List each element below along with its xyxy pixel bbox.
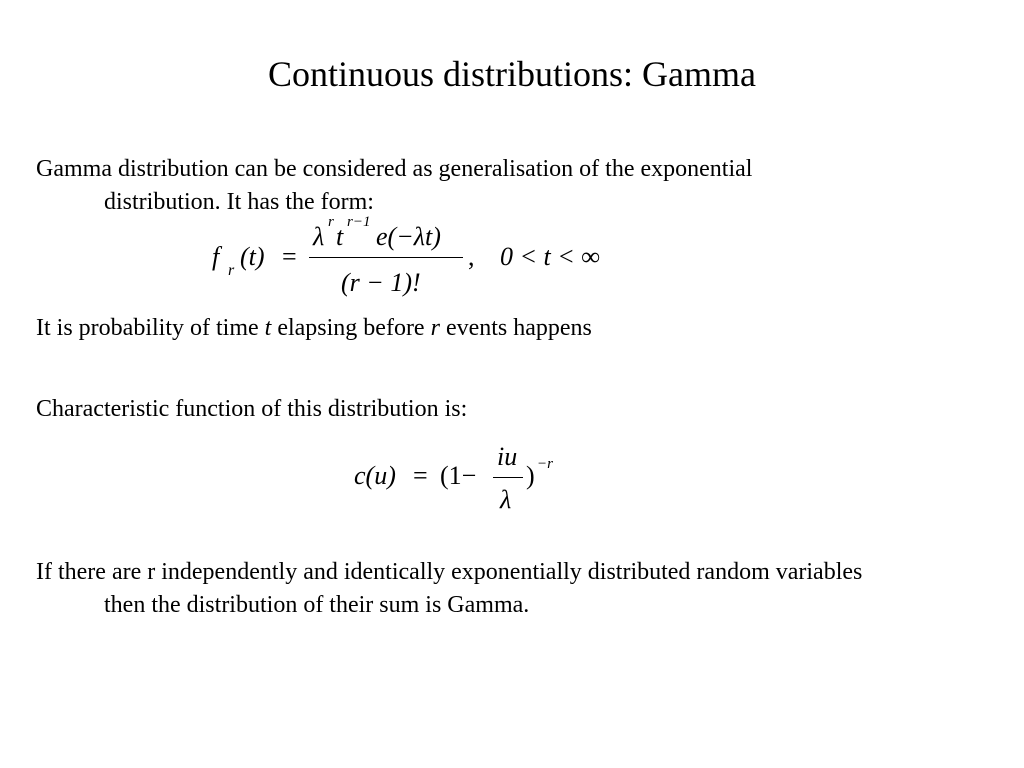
formula-comma: , (468, 242, 475, 271)
interp-r: r (430, 315, 440, 341)
cf-sup: −r (537, 456, 553, 472)
numer-exp: e(−λt) (376, 222, 441, 251)
sum-line-1: If there are r independently and identically exponentially distributed random variables (36, 559, 863, 585)
cf-lhs: c(u) (354, 461, 396, 490)
intro-line-1: Gamma distribution can be considered as generalisation of the exponential (36, 156, 753, 182)
interp-post: events happens (439, 315, 592, 341)
interpretation-paragraph (36, 312, 1016, 345)
cf-equals: = (413, 461, 428, 490)
sum-paragraph (36, 556, 1016, 622)
formula-arg: (t) (240, 242, 265, 271)
interp-t: t (264, 315, 272, 341)
numer-t: t (336, 222, 344, 251)
cf-denom: λ (500, 485, 512, 514)
cf-open: (1− (440, 461, 477, 490)
formula-sub-r: r (228, 262, 235, 279)
sum-line-2: then the distribution of their sum is Gamma. (104, 592, 530, 618)
denom: (r − 1)! (341, 268, 421, 297)
cf-numer: iu (497, 442, 518, 471)
numer-sup-r: r (328, 214, 334, 230)
formula-equals: = (282, 242, 297, 271)
char-function-paragraph (36, 393, 1016, 426)
slide-title: Continuous distributions: Gamma (267, 54, 756, 94)
char-function-text: Characteristic function of this distribution is: (36, 396, 468, 422)
interp-mid: elapsing before (271, 315, 431, 341)
formula-f: f (212, 242, 220, 271)
cf-fraction-bar (493, 477, 523, 478)
intro-line-2: distribution. It has the form: (104, 189, 374, 215)
interp-pre: It is probability of time (36, 315, 265, 341)
intro-paragraph (36, 153, 1016, 219)
numer-lambda: λ (313, 222, 325, 251)
cf-close: ) (526, 461, 535, 490)
formula-range: 0 < t < ∞ (500, 242, 600, 271)
numer-sup-r1: r−1 (347, 214, 371, 230)
gamma-fraction-bar (309, 257, 463, 258)
